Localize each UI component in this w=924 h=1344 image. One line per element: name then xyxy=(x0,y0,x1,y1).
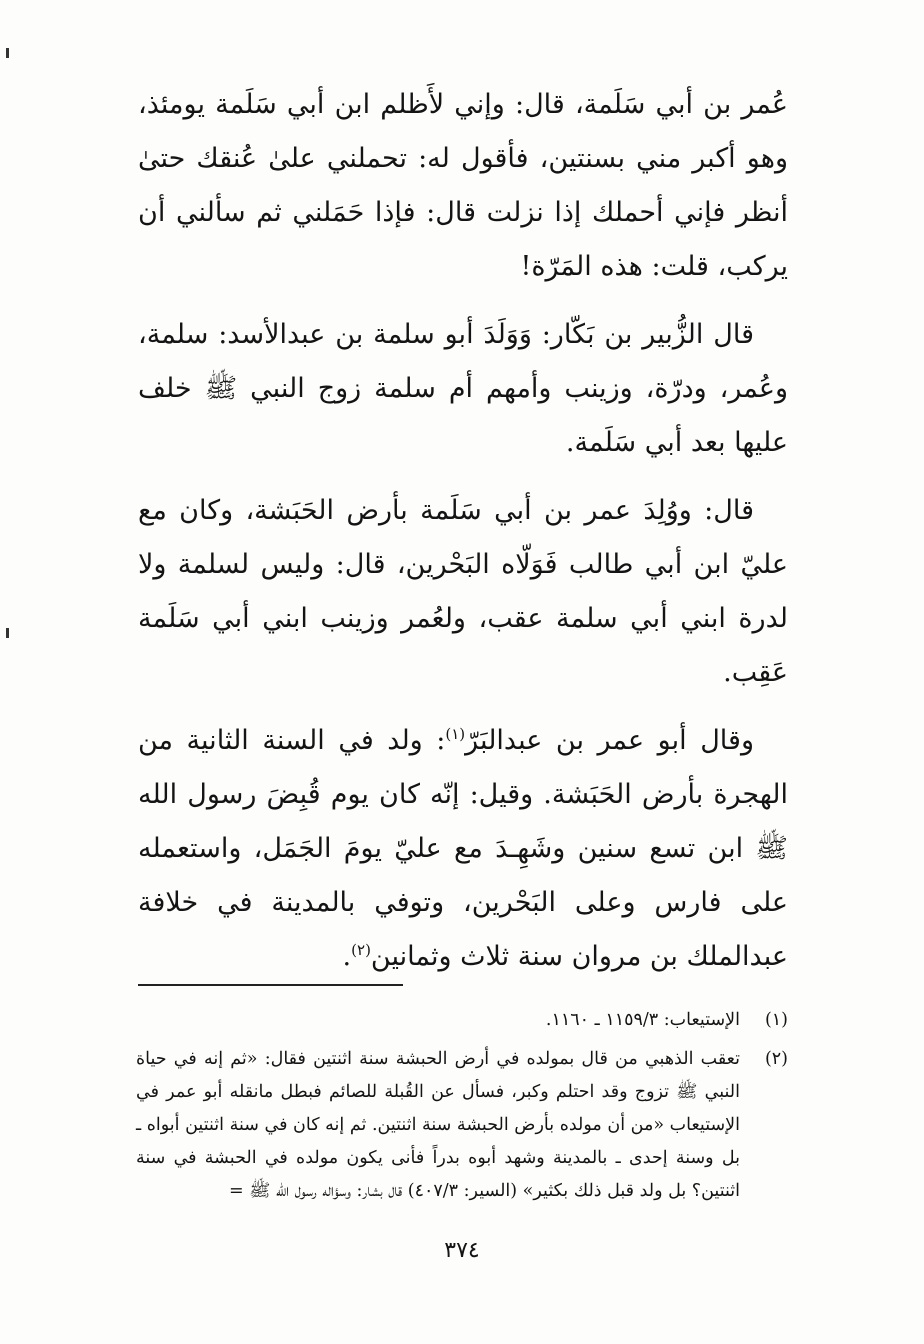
footnote-ref[interactable]: (١) xyxy=(445,725,466,743)
main-text xyxy=(138,78,788,998)
paragraph-text: وقال أبو عمر بن عبدالبَرّ xyxy=(465,725,754,756)
scan-edge-mark xyxy=(6,48,9,58)
footnote xyxy=(136,1004,788,1037)
footnote-text: تعقب الذهبي من قال بمولده في أرض الحبشة سنة اثنتين فقال: «ثم إنه في حياة النبي ﷺ تزوج وقد احتلم وكبر، فسأل عن القُبلة للصائم فبطل مانقله أبو عمر في الإستيعاب «من أن مولده بأرض الحبشة سنة اثنتين. ثم إنه كان في سنة اثنتين أبواه ـ بل وسنة إحدى ـ بالمدينة وشهد أبوه بدراً فأنى يكون مولده في الحبشة في سنة اثنتين؟ بل ولد قبل ذلك بكثير» (السير: ٤٠٧/٣) قال بشار: وسؤاله رسول الله ﷺ = xyxy=(136,1049,740,1201)
footnote-text: الإستيعاب: ١١٥٩/٣ ـ ١١٦٠. xyxy=(545,1010,740,1030)
paragraph-text: : ولد في السنة الثانية من الهجرة بأرض الحَبَشة. وقيل: إنّه كان يوم قُبِضَ رسول الله ﷺ ابن تسع سنين وشَهِـدَ مع عليّ يومَ الجَمَل، واستعمله على فارس وعلى البَحْرين، وتوفي بالمدينة في خلافة عبدالملك بن مروان سنة ثلاث وثمانين xyxy=(138,725,788,972)
footnotes xyxy=(136,1004,788,1214)
paragraph: قال الزُّبير بن بَكّار: وَوَلَدَ أبو سلمة بن عبدالأسد: سلمة، وعُمر، ودرّة، وزينب وأمهم أم سلمة زوج النبي ﷺ خلف عليها بعد أبي سَلَمة. xyxy=(138,319,788,458)
paragraph xyxy=(138,714,788,984)
paragraph: قال: ووُلِدَ عمر بن أبي سَلَمة بأرض الحَبَشة، وكان مع عليّ ابن أبي طالب فَوَلّاه البَحْرين، قال: وليس لسلمة ولا لدرة ابني أبي سلمة عقب، ولعُمر وزينب ابني أبي سَلَمة عَقِب. xyxy=(138,495,788,688)
page-number: ٣٧٤ xyxy=(444,1238,480,1263)
footnote-number: (٢) xyxy=(764,1049,788,1069)
paragraph: عُمر بن أبي سَلَمة، قال: وإني لأَظلم ابن أبي سَلَمة يومئذ، وهو أكبر مني بسنتين، فأقول له: تحملني علىٰ عُنقك حتىٰ أنظر فإني أحملك إذا نزلت قال: فإذا حَمَلني ثم سألني أن يركب، قلت: هذه المَرّة! xyxy=(138,89,788,282)
paragraph-text: . xyxy=(342,941,352,972)
footnote-number: (١) xyxy=(764,1010,788,1030)
scan-edge-mark xyxy=(6,628,9,638)
footnote-ref[interactable]: (٢) xyxy=(351,941,371,959)
footnote-divider xyxy=(138,984,403,986)
footnote xyxy=(136,1043,788,1208)
